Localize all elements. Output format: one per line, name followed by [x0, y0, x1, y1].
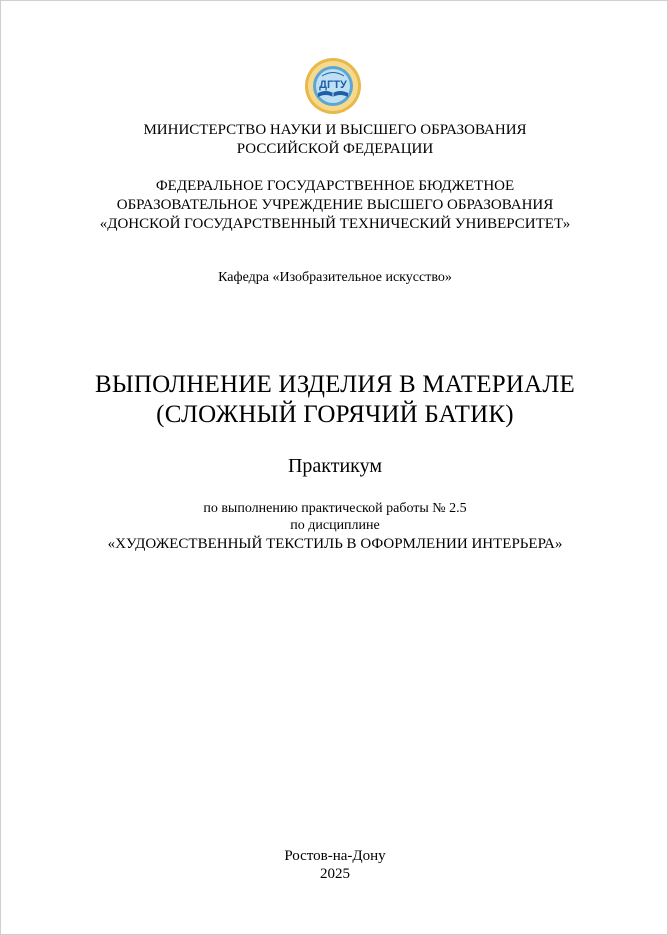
ministry-line-2: РОССИЙСКОЙ ФЕДЕРАЦИИ: [236, 141, 434, 157]
institution-line-1: ФЕДЕРАЛЬНОЕ ГОСУДАРСТВЕННОЕ БЮДЖЕТНОЕ: [155, 178, 515, 194]
document-title: [1, 370, 668, 430]
ministry-heading: [1, 121, 668, 159]
publication-city: Ростов-на-Дону: [284, 848, 386, 864]
title-line-2: (СЛОЖНЫЙ ГОРЯЧИЙ БАТИК): [156, 401, 514, 428]
institution-line-3: «ДОНСКОЙ ГОСУДАРСТВЕННЫЙ ТЕХНИЧЕСКИЙ УНИВЕРСИТЕТ»: [99, 216, 571, 232]
department-name: Кафедра «Изобразительное искусство»: [218, 270, 452, 285]
document-type: Практикум: [287, 455, 383, 477]
work-info-line-1: по выполнению практической работы № 2.5: [203, 501, 467, 516]
discipline-name: «ХУДОЖЕСТВЕННЫЙ ТЕКСТИЛЬ В ОФОРМЛЕНИИ ИНТЕРЬЕРА»: [107, 536, 563, 552]
institution-line-2: ОБРАЗОВАТЕЛЬНОЕ УЧРЕЖДЕНИЕ ВЫСШЕГО ОБРАЗОВАНИЯ: [116, 197, 554, 213]
work-info: [1, 500, 668, 534]
university-logo-icon: [304, 57, 362, 115]
logo-text: ДГТУ: [319, 79, 347, 91]
work-info-line-2: по дисциплине: [290, 518, 380, 533]
title-line-1: ВЫПОЛНЕНИЕ ИЗДЕЛИЯ В МАТЕРИАЛЕ: [94, 371, 576, 398]
publication-year: 2025: [320, 866, 350, 882]
ministry-line-1: МИНИСТЕРСТВО НАУКИ И ВЫСШЕГО ОБРАЗОВАНИЯ: [143, 122, 527, 138]
institution-heading: [1, 177, 668, 234]
